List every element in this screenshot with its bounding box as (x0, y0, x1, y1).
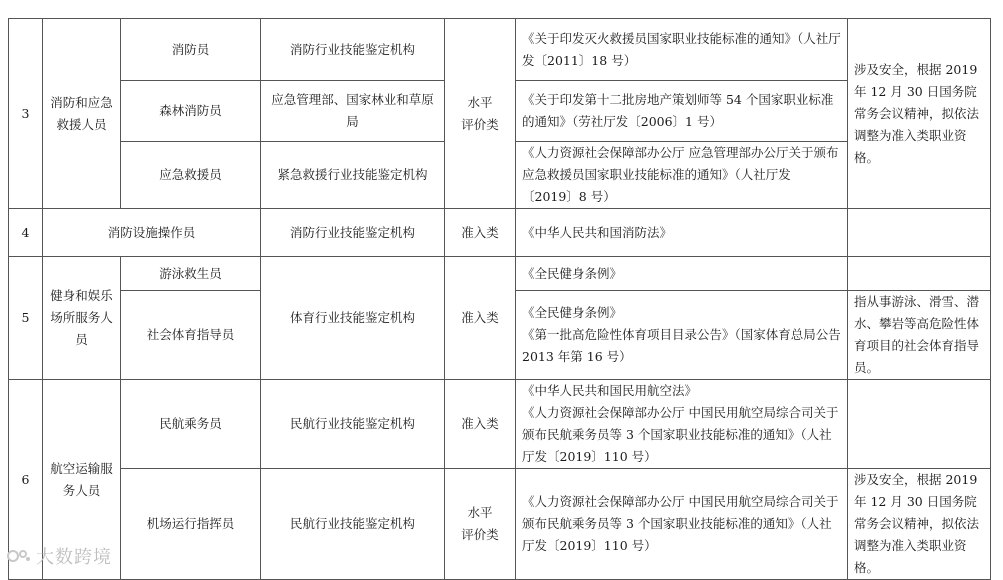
notes-cell: 涉及安全，根据 2019 年 12 月 30 日国务院常务会议精神，拟依法调整为准入类职业资格。 (848, 469, 991, 580)
watermark-text: 大数跨境 (36, 547, 112, 568)
assessment-cell: 水平 评价类 (445, 19, 516, 209)
basis-cell: 《中华人民共和国民用航空法》 《人力资源社会保障部办公厅 中国民用航空局综合司关于颁布民航乘务员等 3 个国家职业技能标准的通知》（人社厅发〔2019〕110 号） (516, 380, 848, 469)
category-cell: 消防和应急救援人员 (43, 19, 121, 209)
category-cell: 健身和娱乐场所服务人员 (43, 257, 121, 380)
agency-cell: 应急管理部、国家林业和草原局 (261, 81, 445, 142)
agency-cell: 消防行业技能鉴定机构 (261, 209, 445, 257)
occupation-cell: 社会体育指导员 (121, 291, 261, 380)
logo-icon (6, 547, 32, 565)
table-row (9, 19, 991, 81)
notes-cell (848, 257, 991, 291)
basis-cell: 《关于印发灭火救援员国家职业技能标准的通知》（人社厅发〔2011〕18 号） (516, 19, 848, 81)
agency-cell: 紧急救援行业技能鉴定机构 (261, 142, 445, 209)
notes-cell (848, 380, 991, 469)
occupation-cell: 应急救援员 (121, 142, 261, 209)
notes-cell: 涉及安全，根据 2019 年 12 月 30 日国务院常务会议精神，拟依法调整为准入类职业资格。 (848, 19, 991, 209)
notes-cell: 指从事游泳、滑雪、潜水、攀岩等高危险性体育项目的社会体育指导员。 (848, 291, 991, 380)
agency-cell: 体育行业技能鉴定机构 (261, 257, 445, 380)
occupation-cell: 森林消防员 (121, 81, 261, 142)
assessment-cell: 准入类 (445, 257, 516, 380)
table-row (9, 469, 991, 580)
occupation-cell: 消防员 (121, 19, 261, 81)
table-row (9, 209, 991, 257)
row-number: 6 (9, 380, 43, 580)
basis-cell: 《人力资源社会保障部办公厅 中国民用航空局综合司关于颁布民航乘务员等 3 个国家职业技能标准的通知》（人社厅发〔2019〕110 号） (516, 469, 848, 580)
row-number: 4 (9, 209, 43, 257)
basis-cell: 《人力资源社会保障部办公厅 应急管理部办公厅关于颁布应急救援员国家职业技能标准的通知》（人社厅发〔2019〕8 号） (516, 142, 848, 209)
occupation-cell: 机场运行指挥员 (121, 469, 261, 580)
basis-cell: 《全民健身条例》 (516, 257, 848, 291)
table-row (9, 257, 991, 291)
basis-cell: 《中华人民共和国消防法》 (516, 209, 848, 257)
basis-cell: 《关于印发第十二批房地产策划师等 54 个国家职业标准的通知》（劳社厅发〔2006〕1 号） (516, 81, 848, 142)
assessment-cell: 准入类 (445, 380, 516, 469)
agency-cell: 消防行业技能鉴定机构 (261, 19, 445, 81)
qualification-table (8, 18, 991, 580)
assessment-cell: 水平 评价类 (445, 469, 516, 580)
agency-cell: 民航行业技能鉴定机构 (261, 469, 445, 580)
table-row (9, 380, 991, 469)
occupation-cell: 游泳救生员 (121, 257, 261, 291)
category-cell: 航空运输服务人员 (43, 380, 121, 580)
occupation-cell: 消防设施操作员 (43, 209, 261, 257)
basis-cell: 《全民健身条例》 《第一批高危险性体育项目目录公告》（国家体育总局公告 2013 年第 16 号） (516, 291, 848, 380)
watermark (6, 543, 112, 569)
row-number: 5 (9, 257, 43, 380)
agency-cell: 民航行业技能鉴定机构 (261, 380, 445, 469)
assessment-cell: 准入类 (445, 209, 516, 257)
occupation-cell: 民航乘务员 (121, 380, 261, 469)
row-number: 3 (9, 19, 43, 209)
notes-cell (848, 209, 991, 257)
